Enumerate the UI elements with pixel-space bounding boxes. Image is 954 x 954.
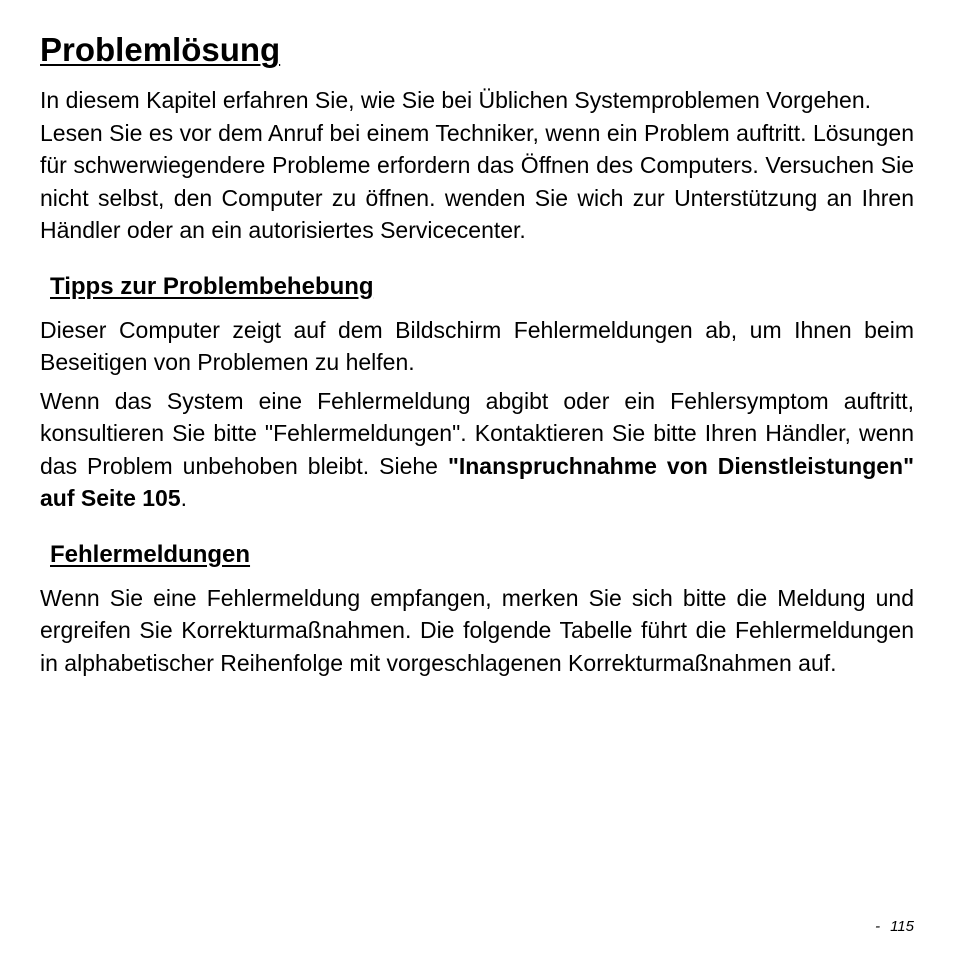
page-title: Problemlösung: [40, 31, 281, 68]
page-content: [40, 28, 914, 679]
intro-block: [40, 84, 914, 247]
errors-paragraph-1: Wenn Sie eine Fehlermeldung empfangen, merken Sie sich bitte die Meldung und ergreifen Sie Korrekturmaßnahmen. Die folgende Tabelle führt die Fehlermeldungen in alphabetischer Reihenfolge mit vorgeschlagenen Korrekturmaßnahmen auf.: [40, 584, 914, 676]
tips-paragraph-2-text: Wenn das System eine Fehlermeldung abgibt oder ein Fehlersymptom auftritt, konsultieren Sie bitte "Fehlermeldungen". Kontaktieren Sie bitte Ihren Händler, wenn das Problem unbehoben bleibt. Siehe: [40, 387, 914, 479]
footer-dash: -: [875, 918, 881, 935]
page-number: 115: [890, 918, 914, 935]
intro-paragraph-1: In diesem Kapitel erfahren Sie, wie Sie bei Üblichen Systemproblemen Vorgehen.: [40, 87, 872, 113]
intro-paragraph-2: Lesen Sie es vor dem Anruf bei einem Techniker, wenn ein Problem auftritt. Lösungen für schwerwiegendere Probleme erfordern das Öffnen des Computers. Versuchen Sie nicht selbst, den Computer zu öffnen. wenden Sie wich zur Unterstützung an Ihren Händler oder an ein autorisiertes Servicecenter.: [40, 119, 914, 243]
tips-paragraph-2: [40, 385, 914, 515]
tips-paragraph-1: Dieser Computer zeigt auf dem Bildschirm Fehlermeldungen ab, um Ihnen beim Beseitigen von Problemen zu helfen.: [40, 316, 914, 375]
tips-paragraph-2-end: .: [180, 485, 188, 511]
section-heading-errors: Fehlermeldungen: [50, 540, 251, 568]
page-footer: [875, 918, 914, 936]
section-heading-tips: Tipps zur Problembehebung: [50, 272, 374, 300]
cross-reference-link[interactable]: "Inanspruchnahme von Dienstleistungen" auf Seite 105: [40, 452, 914, 511]
